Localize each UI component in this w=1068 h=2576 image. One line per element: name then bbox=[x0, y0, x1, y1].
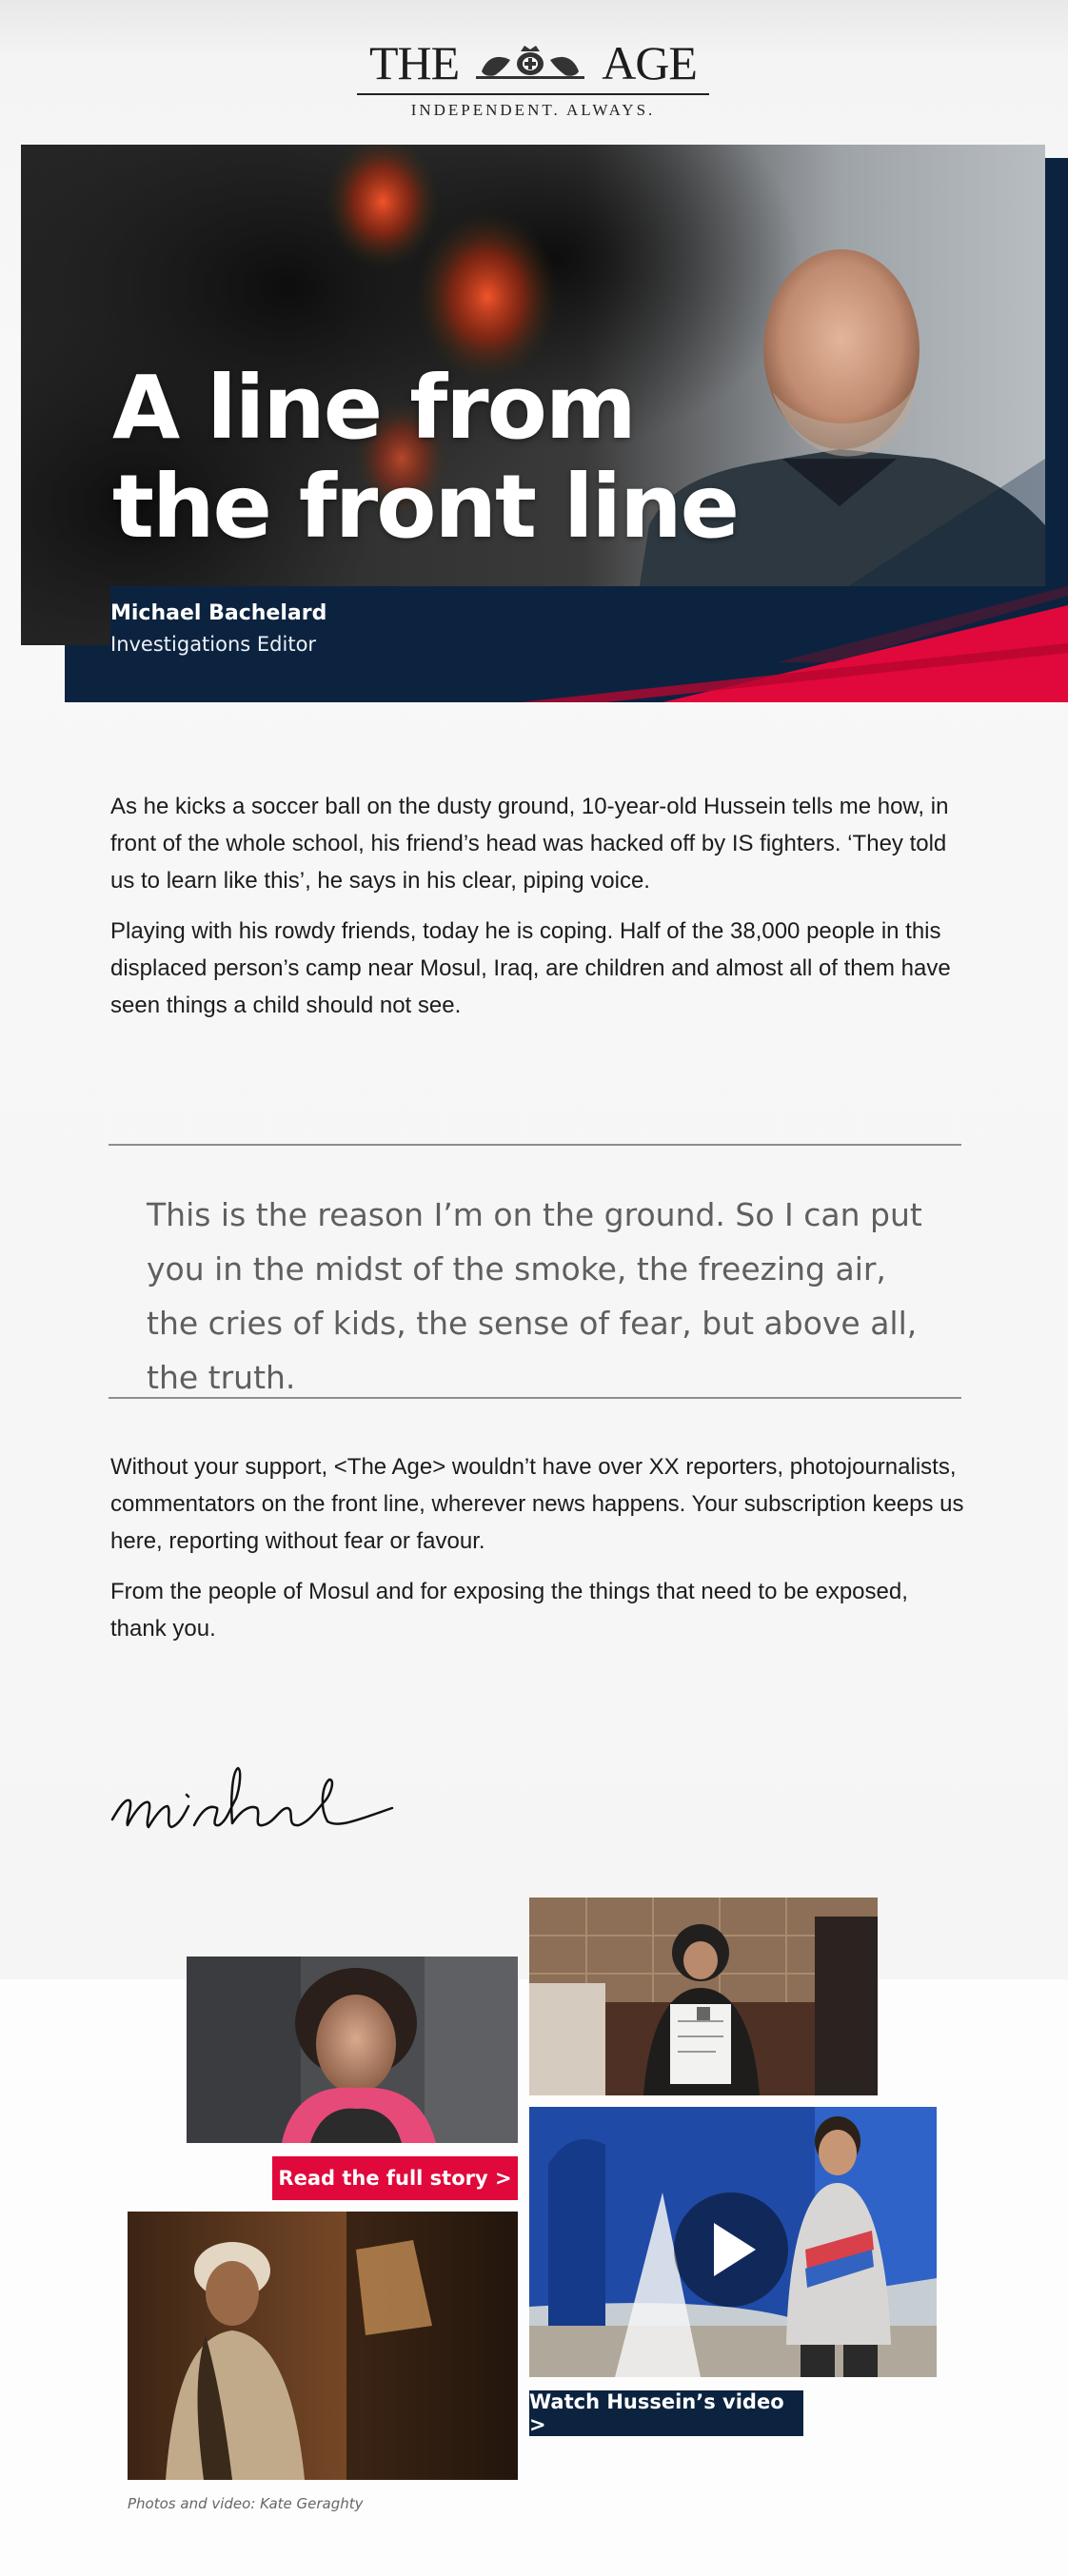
paragraph: Without your support, <The Age> wouldn’t have over XX reporters, photojournalists, commentators on the front line, wherever news happens. Your subscription keeps us here, reporting without fear or favour. bbox=[110, 1454, 964, 1554]
logo-word-left: THE bbox=[369, 36, 460, 89]
play-icon[interactable] bbox=[529, 2107, 935, 2377]
royal-crest-icon bbox=[468, 43, 592, 83]
author-role: Investigations Editor bbox=[110, 633, 317, 656]
paragraph: From the people of Mosul and for exposing the things that need to be exposed, thank you. bbox=[110, 1579, 908, 1642]
byline bbox=[110, 601, 326, 656]
video-thumbnail-hussein[interactable] bbox=[529, 2107, 937, 2377]
watch-video-button[interactable]: Watch Hussein’s video > bbox=[529, 2390, 803, 2436]
hero-banner[interactable] bbox=[21, 145, 1045, 645]
masthead-divider bbox=[357, 93, 709, 95]
author-name: Michael Bachelard bbox=[110, 601, 327, 625]
pull-quote: This is the reason I’m on the ground. So I can put you in the midst of the smoke, the freezing air, the cries of kids, the sense of fear, but above all, the truth. bbox=[147, 1196, 922, 1396]
logo[interactable] bbox=[352, 36, 714, 89]
masthead-tagline: INDEPENDENT. ALWAYS. bbox=[410, 101, 656, 119]
paragraph: Playing with his rowdy friends, today he is coping. Half of the 38,000 people in this displaced person’s camp near Mosul, Iraq, are children and almost all of them have seen things a child should not see. bbox=[110, 918, 951, 1018]
hero-headline bbox=[112, 359, 779, 557]
read-full-story-button[interactable]: Read the full story > bbox=[272, 2156, 518, 2200]
photo-woman[interactable] bbox=[529, 1898, 878, 2095]
photo-credit: Photos and video: Kate Geraghty bbox=[128, 2495, 364, 2512]
photo-girl[interactable] bbox=[187, 1957, 518, 2143]
logo-word-right: AGE bbox=[602, 36, 697, 89]
masthead[interactable] bbox=[352, 36, 714, 122]
hero-headline-line1: A line from bbox=[112, 357, 635, 459]
article-outro bbox=[110, 1448, 967, 1647]
photo-old-man[interactable] bbox=[128, 2212, 518, 2480]
quote-divider-bottom bbox=[109, 1397, 961, 1399]
paragraph: As he kicks a soccer ball on the dusty ground, 10-year-old Hussein tells me how, in front of the whole school, his friend’s head was hacked off by IS fighters. ‘They told us to learn like this’, he says in his clear, piping voice. bbox=[110, 794, 949, 894]
quote-divider-top bbox=[109, 1144, 961, 1146]
signature bbox=[107, 1751, 411, 1846]
article-intro bbox=[110, 788, 967, 1024]
hero-headline-line2: the front line bbox=[112, 456, 738, 558]
